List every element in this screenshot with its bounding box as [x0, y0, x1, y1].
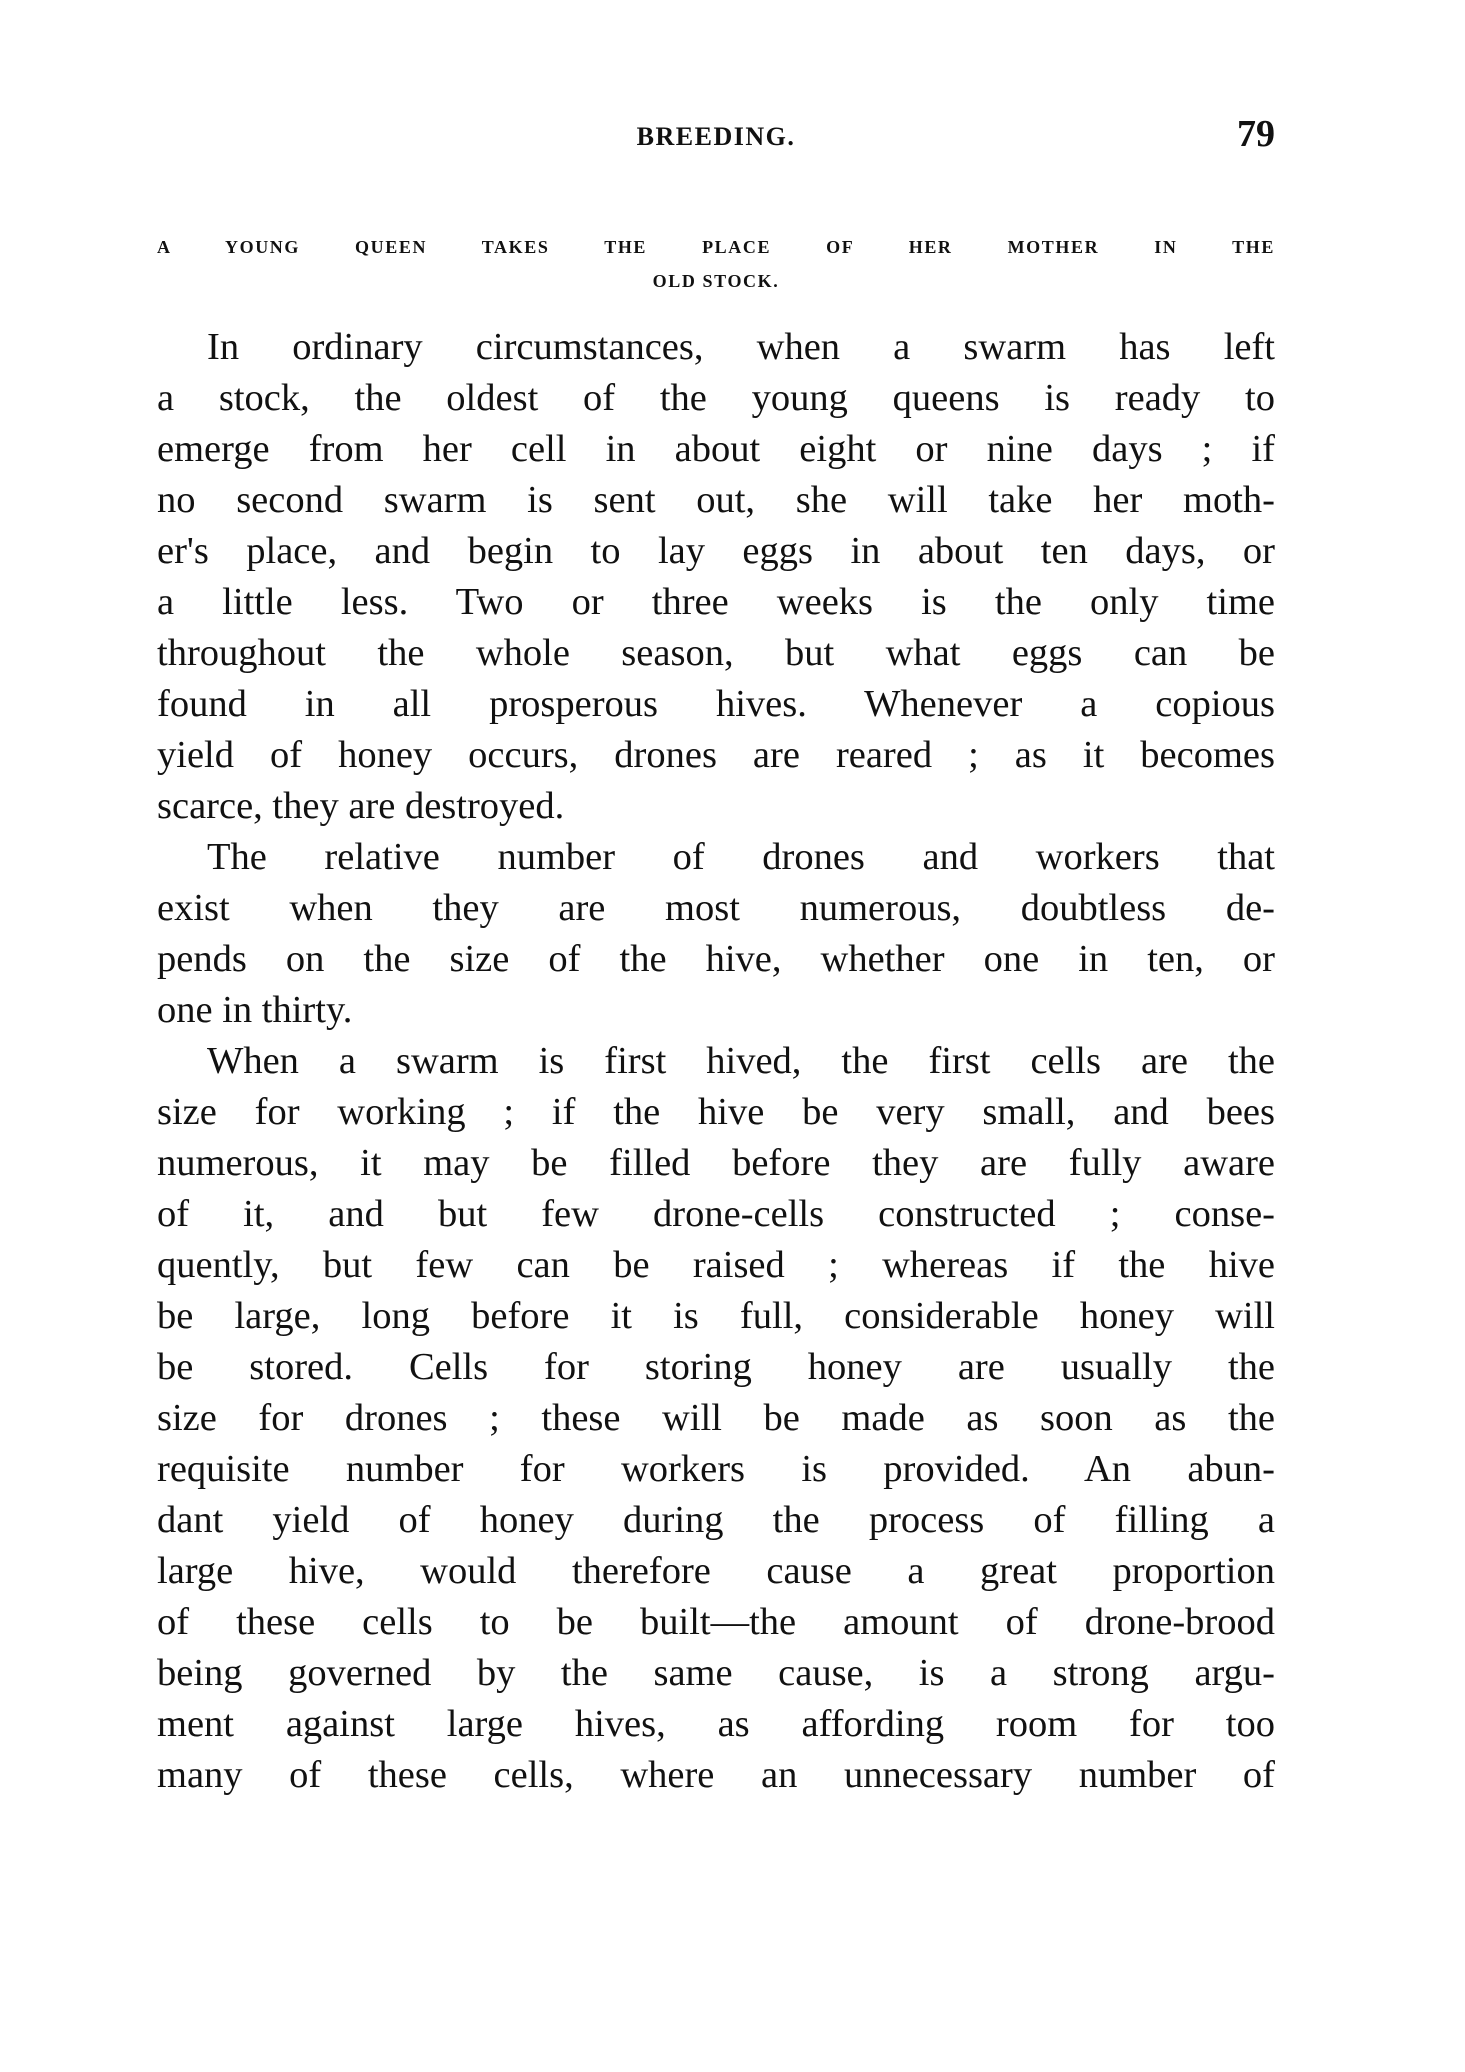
text-line: be large, long before it is full, considerable honey will — [157, 1295, 1275, 1337]
text-line: When a swarm is first hived, the first cells are the — [207, 1040, 1275, 1082]
text-line: large hive, would therefore cause a great proportion — [157, 1550, 1275, 1592]
text-line: pends on the size of the hive, whether one in ten, or — [157, 938, 1275, 980]
text-line: no second swarm is sent out, she will take her moth- — [157, 479, 1275, 521]
text-line: many of these cells, where an unnecessary number of — [157, 1754, 1275, 1796]
text-line: throughout the whole season, but what eggs can be — [157, 632, 1275, 674]
text-line: of it, and but few drone-cells constructed ; conse- — [157, 1193, 1275, 1235]
text-line: of these cells to be built—the amount of drone-brood — [157, 1601, 1275, 1643]
text-line: requisite number for workers is provided. An abun- — [157, 1448, 1275, 1490]
text-line: found in all prosperous hives. Whenever a copious — [157, 683, 1275, 725]
text-line: The relative number of drones and workers that — [207, 836, 1275, 878]
paragraph — [157, 1036, 1275, 1801]
text-line: In ordinary circumstances, when a swarm has left — [207, 326, 1275, 368]
paragraph — [157, 832, 1275, 1036]
text-line: quently, but few can be raised ; whereas if the hive — [157, 1244, 1275, 1286]
text-line: one in thirty. — [157, 989, 353, 1031]
text-line: size for working ; if the hive be very small, and bees — [157, 1091, 1275, 1133]
section-heading-line: OLD STOCK. — [652, 271, 780, 291]
body-text — [157, 322, 1275, 1801]
text-line: a stock, the oldest of the young queens is ready to — [157, 377, 1275, 419]
text-line: scarce, they are destroyed. — [157, 785, 565, 827]
text-line: numerous, it may be filled before they are fully aware — [157, 1142, 1275, 1184]
page-number: 79 — [1237, 113, 1275, 155]
section-heading-line: A YOUNG QUEEN TAKES THE PLACE OF HER MOTHER IN THE — [157, 237, 1275, 257]
section-heading — [157, 230, 1275, 298]
text-line: ment against large hives, as affording room for too — [157, 1703, 1275, 1745]
running-head — [157, 112, 1275, 162]
text-line: dant yield of honey during the process of filling a — [157, 1499, 1275, 1541]
text-line: size for drones ; these will be made as soon as the — [157, 1397, 1275, 1439]
text-line: exist when they are most numerous, doubtless de- — [157, 887, 1275, 929]
text-line: er's place, and begin to lay eggs in about ten days, or — [157, 530, 1275, 572]
text-line: be stored. Cells for storing honey are usually the — [157, 1346, 1275, 1388]
text-line: yield of honey occurs, drones are reared ; as it becomes — [157, 734, 1275, 776]
text-line: a little less. Two or three weeks is the only time — [157, 581, 1275, 623]
paragraph — [157, 322, 1275, 832]
text-line: emerge from her cell in about eight or nine days ; if — [157, 428, 1275, 470]
running-head-title: BREEDING. — [636, 122, 796, 151]
text-line: being governed by the same cause, is a strong argu- — [157, 1652, 1275, 1694]
